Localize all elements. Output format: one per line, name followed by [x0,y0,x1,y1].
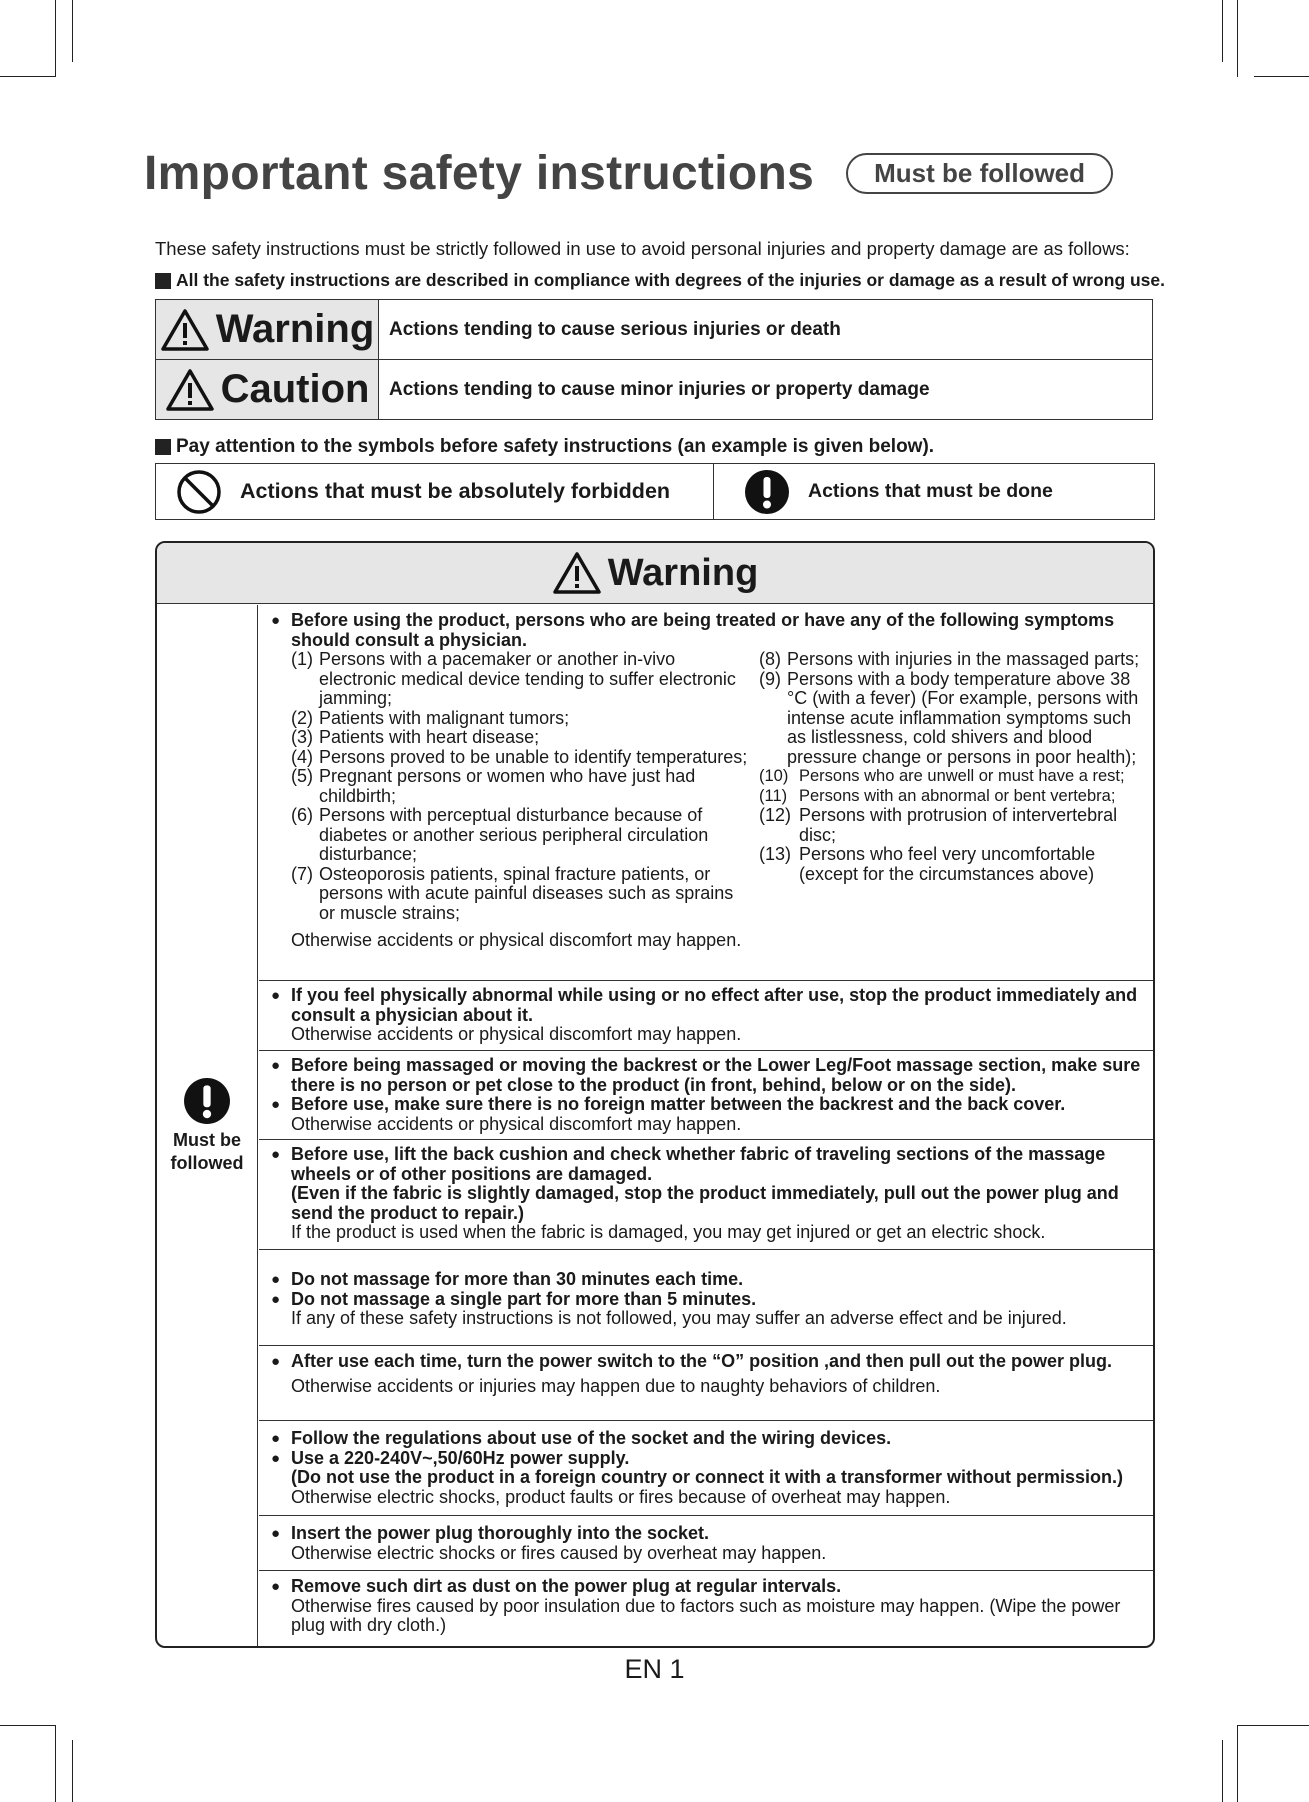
must-be-followed-badge: Must be followed [846,153,1113,194]
section-check-fabric [259,1140,1153,1250]
bullet-5-minutes: ● Do not massage a single part for more than 5 minutes. [271,1290,1145,1310]
section-power-switch [259,1346,1153,1421]
warning-box [155,541,1155,1648]
square-bullet-icon [155,439,171,455]
symbols-legend [155,463,1155,520]
bullet-clear-surroundings: ● Before being massaged or moving the backrest or the Lower Leg/Foot massage section, make sure there is no person or pet close to the product (in front, behind, below or on the side). [271,1056,1145,1095]
list-item: (3) Patients with heart disease; [291,727,540,747]
warning-box-heading [157,543,1153,604]
square-bullet-icon [155,273,171,289]
conditions-list-right [751,650,1145,923]
stop-if-abnormal-note: Otherwise accidents or physical discomfort may happen. [291,1024,742,1044]
power-supply-bold-note: (Do not use the product in a foreign country or connect it with a transformer without permission.) [291,1467,1124,1487]
section-consult-physician [259,605,1153,981]
legend-label-warning: Warning [215,307,375,351]
symbols-note [155,436,934,458]
bullet-voltage: ● Use a 220-240V~,50/60Hz power supply. [271,1449,1145,1469]
warning-triangle-icon [160,308,210,352]
list-item: (11) Persons with an abnormal or bent vertebra; [759,786,1116,805]
section-power-supply [259,1421,1153,1516]
symbol-forbidden [156,464,714,519]
power-switch-note: Otherwise accidents or injuries may happen due to naughty behaviors of children. [291,1375,941,1396]
page-title: Important safety instructions [144,147,815,200]
legend-desc-caution: Actions tending to cause minor injuries or property damage [379,360,1153,420]
bullet-consult-physician: ● Before using the product, persons who are being treated or have any of the following symptoms should consult a physician. [271,611,1145,650]
caution-triangle-icon [165,368,215,412]
page-number: EN 1 [624,1654,685,1684]
clear-surroundings-note: Otherwise accidents or physical discomfort may happen. [291,1113,742,1134]
symbols-note-text: Pay attention to the symbols before safety instructions (an example is given below). [176,436,935,457]
intro-text: These safety instructions must be strictly followed in use to avoid personal injuries and property damage are as follows: [155,238,1130,259]
check-fabric-bold-note: (Even if the fabric is slightly damaged, stop the product immediately, pull out the power plug and send the product to repair.) [291,1183,1119,1223]
warning-box-title: Warning [607,551,759,594]
list-item: (10) Persons who are unwell or must have a rest; [759,767,1125,785]
bullet-30-minutes: ● Do not massage for more than 30 minutes each time. [271,1270,1145,1290]
bullet-foreign-matter: ● Before use, make sure there is no foreign matter between the backrest and the back cover. [271,1095,1145,1115]
degrees-note-text: All the safety instructions are described in compliance with degrees of the injuries or damage as a result of wrong use. [176,270,1166,290]
bullet-stop-if-abnormal: ● If you feel physically abnormal while using or no effect after use, stop the product immediately and consult a physician about it. [271,986,1145,1025]
section-clean-plug [259,1571,1153,1643]
list-item: (4) Persons proved to be unable to identify temperatures; [291,746,748,767]
prohibited-icon [176,469,222,515]
list-item: (12) Persons with protrusion of intervertebral disc; [759,805,1118,845]
exclamation-circle-icon [183,1077,231,1125]
bullet-power-switch: ● After use each time, turn the power switch to the “O” position ,and then pull out the power plug. [271,1352,1145,1372]
symbol-must-do [714,464,1154,519]
side-label-line2: followed [170,1152,244,1173]
bullet-insert-plug: ● Insert the power plug thoroughly into the socket. [271,1524,1145,1544]
insert-plug-note: Otherwise electric shocks or fires caused by overheat may happen. [291,1542,827,1563]
section-insert-plug [259,1516,1153,1571]
exclamation-circle-icon [744,469,790,515]
bullet-check-fabric: ● Before use, lift the back cushion and check whether fabric of traveling sections of the massage wheels or of other positions are damaged. [271,1145,1145,1184]
side-label-line1: Must be [172,1129,241,1150]
list-item: (6) Persons with perceptual disturbance because of diabetes or another serious peripheral circulation disturbance; [291,805,709,864]
forbidden-text: Actions that must be absolutely forbidden [240,479,671,503]
list-item: (8) Persons with injuries in the massaged parts; [759,649,1140,669]
must-do-text: Actions that must be done [808,480,1053,502]
power-supply-note: Otherwise electric shocks, product faults or fires because of overheat may happen. [291,1486,951,1507]
list-item: (5) Pregnant persons or women who have just had childbirth; [291,766,696,806]
clean-plug-note: Otherwise fires caused by poor insulation due to factors such as moisture may happen. (Wipe the power plug with dry cloth.) [291,1595,1121,1635]
list-item: (7) Osteoporosis patients, spinal fracture patients, or persons with acute painful diseases such as sprains or muscle strains; [291,863,734,923]
bullet-clean-plug: ● Remove such dirt as dust on the power plug at regular intervals. [271,1577,1145,1597]
legend-desc-warning: Actions tending to cause serious injuries or death [379,300,1153,360]
degrees-note [155,270,1165,291]
consult-note: Otherwise accidents or physical discomfort may happen. [291,930,742,950]
check-fabric-note: If the product is used when the fabric is damaged, you may get injured or get an electric shock. [291,1222,1046,1242]
legend-row-warning [156,300,1153,360]
legend-label-caution: Caution [220,367,370,411]
list-item: (1) Persons with a pacemaker or another in-vivo electronic medical device tending to suffer electronic jamming; [291,649,736,708]
must-be-followed-column [157,605,258,1646]
list-item: (9) Persons with a body temperature above 38 °C (with a fever) (For example, persons with intense acute inflammation symptoms such as listlessness, cold shivers and blood pressure change or persons in poor health); [759,668,1139,767]
section-time-limits [259,1250,1153,1346]
list-item: (2) Patients with malignant tumors; [291,707,570,728]
bullet-socket-regulations: ● Follow the regulations about use of the socket and the wiring devices. [271,1429,1145,1449]
header [144,146,1113,201]
severity-legend [155,299,1153,420]
section-stop-if-abnormal [259,981,1153,1051]
list-item: (13) Persons who feel very uncomfortable (except for the circumstances above) [759,844,1096,884]
conditions-list-left [291,650,751,923]
warning-triangle-icon [552,551,602,595]
time-limits-note: If any of these safety instructions is not followed, you may suffer an adverse effect and be injured. [291,1308,1067,1328]
section-clear-surroundings [259,1051,1153,1140]
legend-row-caution [156,360,1153,420]
